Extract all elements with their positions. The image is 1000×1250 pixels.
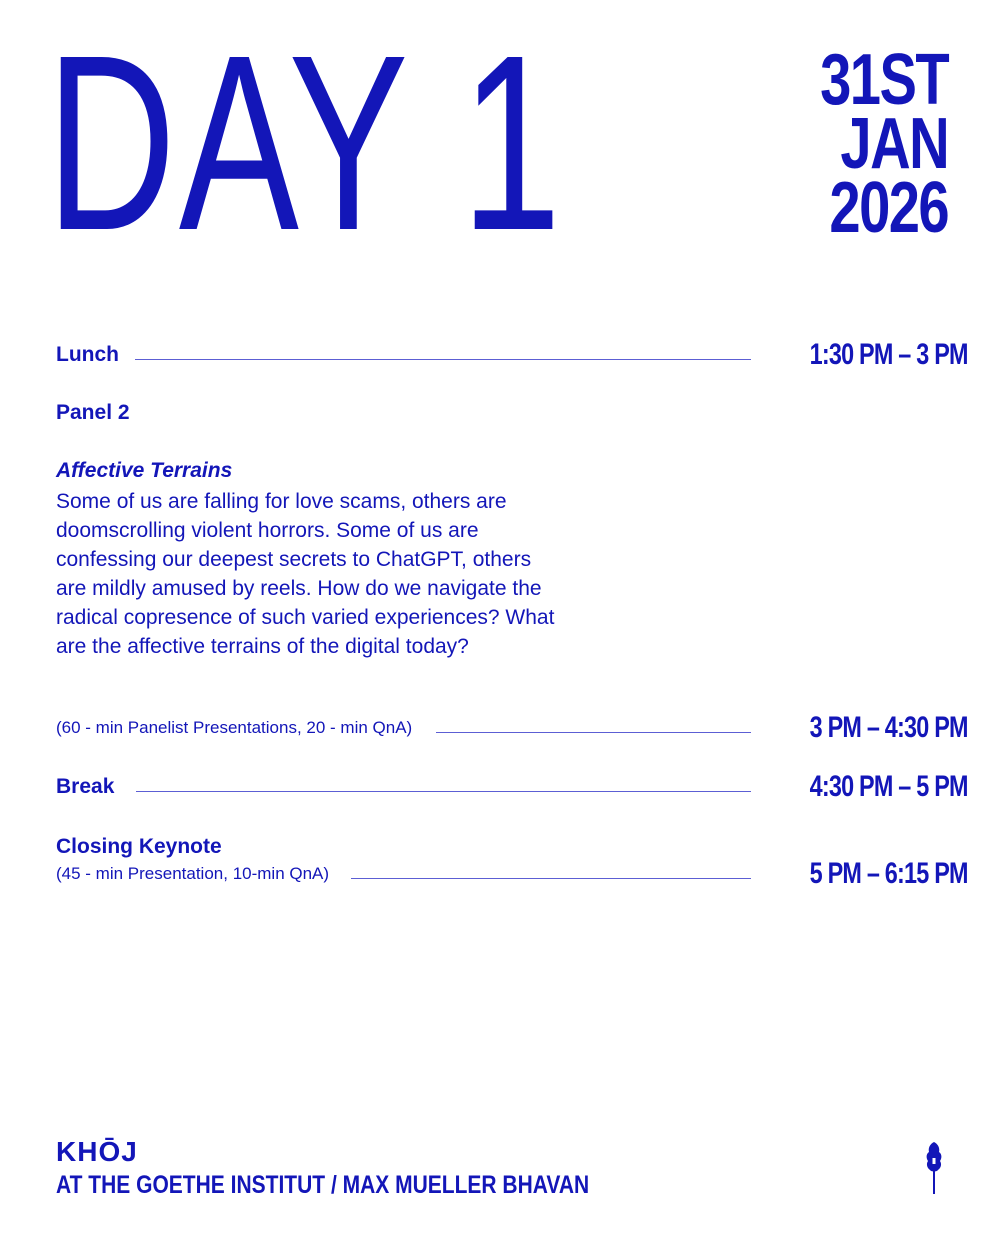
lunch-label: Lunch — [56, 343, 119, 366]
event-date — [820, 40, 948, 248]
panel-title: Affective Terrains — [56, 459, 233, 482]
break-time: 4:30 PM – 5 PM — [809, 770, 968, 803]
day-title: DAY 1 — [46, 3, 565, 282]
leader-line — [136, 791, 751, 792]
leader-line — [135, 359, 751, 360]
venue-text: AT THE GOETHE INSTITUT / MAX MUELLER BHAVAN — [56, 1171, 590, 1199]
panel-heading: Panel 2 — [56, 401, 130, 424]
closing-heading: Closing Keynote — [56, 835, 222, 858]
khoj-logo: KHŌJ — [56, 1136, 138, 1167]
panel-time: 3 PM – 4:30 PM — [809, 711, 968, 744]
date-year: 2026 — [829, 168, 948, 248]
schedule-row-break — [56, 770, 968, 804]
break-label: Break — [56, 775, 115, 798]
leader-line — [351, 878, 751, 879]
tree-emblem-icon — [922, 1138, 946, 1201]
schedule-row-panel — [56, 711, 968, 745]
schedule-row-closing — [56, 857, 968, 891]
schedule-row-lunch — [56, 338, 968, 372]
panel-note: (60 - min Panelist Presentations, 20 - min QnA) — [56, 718, 413, 737]
date-day: 31ST — [820, 40, 948, 120]
closing-note: (45 - min Presentation, 10-min QnA) — [56, 864, 330, 883]
leader-line — [436, 732, 751, 733]
date-month: JAN — [840, 104, 948, 184]
closing-time: 5 PM – 6:15 PM — [809, 857, 968, 890]
lunch-time: 1:30 PM – 3 PM — [809, 338, 968, 371]
panel-description: Some of us are falling for love scams, others are doomscrolling violent horrors. Some of us are confessing our deepest secrets to ChatGPT, others are mildly amused by reels. How do we navigate the radical copresence of such varied experiences? What are the affective terrains of the digital today? — [56, 490, 555, 658]
